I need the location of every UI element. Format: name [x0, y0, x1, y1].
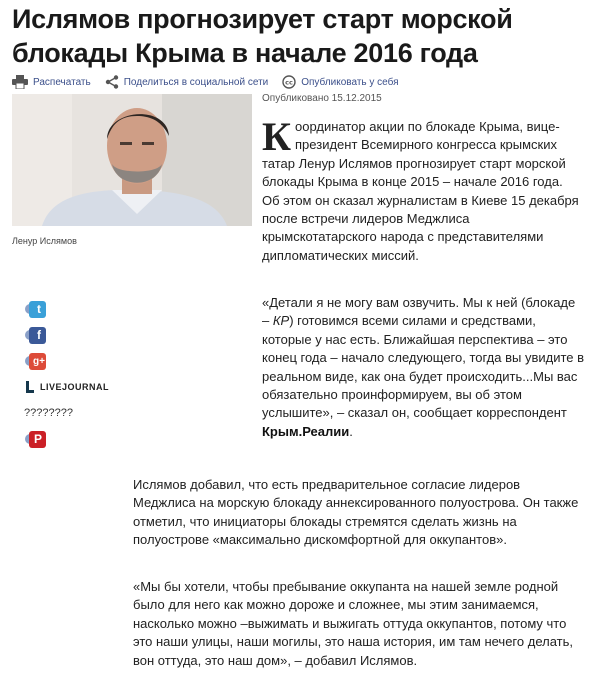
share-livejournal[interactable] [24, 374, 124, 400]
share-label: Поделиться в социальной сети [123, 76, 269, 88]
facebook-icon [24, 327, 46, 344]
social-share-list [24, 296, 124, 452]
printer-icon [12, 75, 28, 89]
twitter-glyph: t [37, 301, 41, 316]
svg-text:cc: cc [285, 78, 294, 87]
unknown-share-label: ???????? [24, 407, 73, 419]
share-button[interactable] [105, 75, 269, 89]
photo-caption: Ленур Ислямов [12, 236, 77, 246]
article-toolbar [12, 74, 413, 90]
share-twitter[interactable] [24, 296, 124, 322]
quote-text-start: «Детали я не могу вам озвучить. Мы к ней (блокаде – [262, 295, 576, 329]
source-link[interactable]: Крым.Реалии [262, 423, 350, 439]
google-plus-glyph: g+ [33, 355, 45, 367]
lead-text: оординатор акции по блокаде Крыма, вице-президент Всемирного конгресса крымских татар Ленур Ислямов прогнозирует старт морской блокады Крыма в конце 2015 – начале 2016 года. Об этом он сказал журналистам в Киеве 15 декабря после встречи лидеров Меджлиса крымскотатарского народа с представителями дипломатических миссий. [262, 119, 579, 263]
drop-cap: К [262, 114, 292, 159]
share-icon [105, 75, 119, 89]
quote-abbr: КР [272, 313, 290, 329]
creative-commons-icon [282, 75, 296, 89]
pinterest-glyph: P [33, 431, 42, 446]
article-photo [12, 94, 252, 226]
quote-text-end: . [349, 423, 353, 439]
body-paragraph-3: «Мы бы хотели, чтобы пребывание оккупанта на нашей земле родной было для него как можно дороже и сложнее, мы этим занимаемся, насколько можно –выжимать и выжигать оттуда оккупантов, потому что это наши улицы, наши могилы, это наша история, им там нечего делать, вон оттуда, это наш дом», – добавил Ислямов. [133, 579, 573, 668]
body-paragraph-2: Ислямов добавил, что есть предварительное согласие лидеров Меджлиса на морскую блокаду аннексированного полуострова. Он также отметил, что инициаторы блокады стремятся сделать жизнь на полуострове «максимально дискомфортной для оккупантов». [133, 477, 579, 548]
share-google-plus[interactable] [24, 348, 124, 374]
livejournal-label: LIVEJOURNAL [40, 382, 110, 392]
livejournal-icon [24, 380, 36, 394]
facebook-glyph: f [37, 327, 41, 342]
share-unknown[interactable] [24, 400, 124, 426]
share-facebook[interactable] [24, 322, 124, 348]
publish-date: Опубликовано 15.12.2015 [262, 93, 382, 104]
publish-button[interactable] [282, 75, 398, 89]
quote-text-rest: ) готовимся всеми силами и средствами, которые у нас есть. Ближайшая перспектива – это конец года – начало следующего, тогда вы увидите в реальном виде, как она будет происходить...Мы вас обязательно проинформируем, вы об этом услышите», – сказал он, сообщает корреспондент [262, 313, 585, 421]
twitter-icon [24, 301, 46, 318]
google-plus-icon [24, 353, 46, 370]
lead-paragraph [262, 114, 582, 265]
share-pinterest[interactable] [24, 426, 124, 452]
pinterest-icon [24, 431, 46, 448]
quote-paragraph [262, 294, 584, 441]
print-label: Распечатать [33, 76, 91, 88]
print-button[interactable] [12, 75, 91, 89]
article-title: Ислямов прогнозирует старт морской блокады Крыма в начале 2016 года [12, 4, 513, 68]
publish-label: Опубликовать у себя [301, 76, 399, 88]
